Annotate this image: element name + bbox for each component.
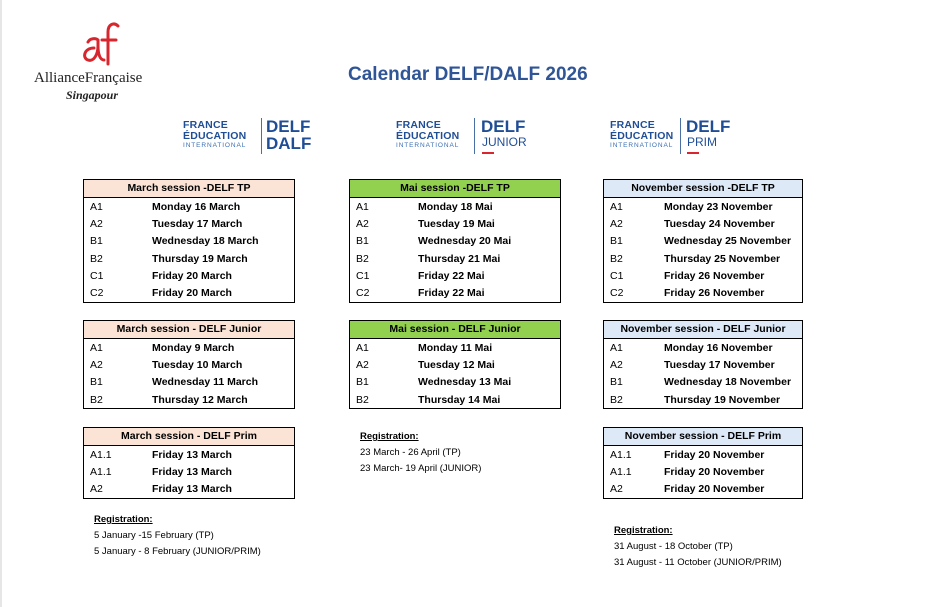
level: B2 — [356, 393, 369, 406]
table-row — [604, 356, 802, 373]
exam-date: Friday 13 March — [152, 465, 232, 478]
level: A2 — [90, 358, 103, 371]
brand-divider — [474, 118, 475, 154]
table-row — [350, 233, 560, 250]
fei-logo — [610, 120, 673, 150]
march-prim-session — [83, 427, 295, 499]
level: B1 — [610, 235, 623, 248]
brand-red-bar — [687, 152, 699, 154]
table-row — [350, 267, 560, 284]
registration-line: 23 March- 19 April (JUNIOR) — [360, 463, 482, 474]
exam-date: Tuesday 10 March — [152, 358, 243, 371]
page-title: Calendar DELF/DALF 2026 — [348, 64, 588, 85]
exam-date: Friday 13 March — [152, 448, 232, 461]
session-title: March session - DELF Junior — [83, 320, 295, 339]
registration-title: Registration: — [360, 431, 419, 442]
session-body — [83, 339, 295, 409]
brand-divider — [680, 118, 681, 154]
registration-line: 5 January -15 February (TP) — [94, 530, 214, 541]
registration-line: 31 August - 18 October (TP) — [614, 541, 733, 552]
level: A1 — [356, 200, 369, 213]
exam-date: Tuesday 17 November — [664, 358, 775, 371]
exam-date: Monday 23 November — [664, 200, 773, 213]
fei-line3: INTERNATIONAL — [396, 142, 460, 149]
exam-date: Monday 18 Mai — [418, 200, 493, 213]
exam-date: Friday 26 November — [664, 269, 765, 282]
brand-prim: PRIM — [687, 135, 717, 149]
mai-junior-session — [349, 320, 561, 409]
table-row — [350, 339, 560, 356]
exam-date: Friday 20 November — [664, 448, 765, 461]
table-row — [350, 215, 560, 232]
exam-date: Thursday 25 November — [664, 252, 781, 265]
exam-date: Thursday 12 March — [152, 393, 248, 406]
table-row — [350, 374, 560, 391]
table-row — [604, 391, 802, 408]
level: A1 — [610, 341, 623, 354]
table-row — [604, 374, 802, 391]
level: A2 — [610, 217, 623, 230]
exam-date: Thursday 19 March — [152, 252, 248, 265]
logo-subtitle: Singapour — [66, 88, 119, 102]
level: B2 — [356, 252, 369, 265]
session-title: November session - DELF Junior — [603, 320, 803, 339]
level: C1 — [610, 269, 624, 282]
registration-line: 31 August - 11 October (JUNIOR/PRIM) — [614, 557, 782, 568]
level: A1.1 — [610, 448, 632, 461]
session-body — [603, 339, 803, 409]
march-junior-session — [83, 320, 295, 409]
table-row — [604, 233, 802, 250]
table-row — [604, 250, 802, 267]
exam-date: Friday 22 Mai — [418, 269, 485, 282]
level: B2 — [610, 252, 623, 265]
table-row — [84, 339, 294, 356]
fei-line1: FRANCE — [610, 119, 655, 131]
session-body — [83, 446, 295, 499]
table-row — [350, 250, 560, 267]
level: B1 — [610, 376, 623, 389]
registration-title: Registration: — [94, 514, 153, 525]
exam-date: Thursday 14 Mai — [418, 393, 501, 406]
exam-date: Wednesday 20 Mai — [418, 235, 512, 248]
level: A1.1 — [610, 465, 632, 478]
session-body — [349, 198, 561, 303]
level: A1 — [356, 341, 369, 354]
level: B1 — [90, 235, 103, 248]
exam-date: Friday 22 Mai — [418, 287, 485, 300]
fei-line1: FRANCE — [396, 119, 441, 131]
session-title: Mai session -DELF TP — [349, 179, 561, 198]
level: B1 — [356, 376, 369, 389]
exam-date: Friday 20 November — [664, 465, 765, 478]
exam-date: Monday 16 March — [152, 200, 241, 213]
exam-date: Friday 13 March — [152, 483, 232, 496]
fei-line2: ÉDUCATION — [183, 129, 247, 142]
table-row — [84, 446, 294, 463]
exam-date: Tuesday 24 November — [664, 217, 775, 230]
table-row — [604, 284, 802, 301]
nov-junior-session — [603, 320, 803, 409]
nov-prim-session — [603, 427, 803, 499]
exam-date: Monday 11 Mai — [418, 341, 493, 354]
level: A1 — [90, 341, 103, 354]
table-row — [84, 481, 294, 498]
exam-date: Tuesday 19 Mai — [418, 217, 495, 230]
exam-date: Tuesday 17 March — [152, 217, 243, 230]
table-row — [84, 284, 294, 301]
level: A1.1 — [90, 448, 112, 461]
exam-date: Thursday 19 November — [664, 393, 781, 406]
fei-logo — [183, 120, 246, 150]
exam-date: Friday 20 November — [664, 483, 765, 496]
level: A1.1 — [90, 465, 112, 478]
level: A2 — [610, 358, 623, 371]
brand-delf: DELF — [481, 117, 526, 136]
registration-title: Registration: — [614, 525, 673, 536]
level: A1 — [610, 200, 623, 213]
level: B2 — [90, 252, 103, 265]
table-row — [84, 374, 294, 391]
level: A2 — [356, 358, 369, 371]
level: A2 — [610, 483, 623, 496]
table-row — [350, 198, 560, 215]
table-row — [604, 446, 802, 463]
table-row — [604, 267, 802, 284]
exam-date: Wednesday 25 November — [664, 235, 792, 248]
session-title: March session - DELF Prim — [83, 427, 295, 446]
level: C2 — [90, 287, 104, 300]
exam-date: Friday 20 March — [152, 269, 232, 282]
page-edge — [0, 0, 2, 607]
af-logo-icon — [74, 18, 124, 68]
table-row — [84, 356, 294, 373]
logo-name: AllianceFrançaise — [34, 70, 143, 86]
exam-date: Monday 16 November — [664, 341, 773, 354]
exam-date: Wednesday 11 March — [152, 376, 259, 389]
session-title: March session -DELF TP — [83, 179, 295, 198]
brand-delf: DELF — [686, 117, 731, 136]
registration-line: 5 January - 8 February (JUNIOR/PRIM) — [94, 546, 261, 557]
table-row — [604, 198, 802, 215]
exam-date: Wednesday 18 March — [152, 235, 259, 248]
exam-date: Wednesday 18 November — [664, 376, 792, 389]
table-row — [84, 250, 294, 267]
level: A2 — [90, 217, 103, 230]
fei-line2: ÉDUCATION — [396, 129, 460, 142]
level: B1 — [356, 235, 369, 248]
exam-date: Friday 20 March — [152, 287, 232, 300]
session-body — [83, 198, 295, 303]
exam-date: Tuesday 12 Mai — [418, 358, 495, 371]
level: A2 — [356, 217, 369, 230]
exam-date: Wednesday 13 Mai — [418, 376, 512, 389]
table-row — [350, 356, 560, 373]
alliance-francaise-logo — [30, 18, 170, 108]
nov-registration — [614, 523, 782, 571]
table-row — [84, 215, 294, 232]
brand-dalf: DALF — [266, 134, 312, 153]
level: C2 — [610, 287, 624, 300]
session-title: Mai session - DELF Junior — [349, 320, 561, 339]
table-row — [604, 481, 802, 498]
table-row — [84, 391, 294, 408]
level: C2 — [356, 287, 370, 300]
level: B2 — [610, 393, 623, 406]
brand-divider — [261, 118, 262, 154]
session-title: November session -DELF TP — [603, 179, 803, 198]
mai-tp-session — [349, 179, 561, 303]
level: A2 — [90, 483, 103, 496]
fei-line3: INTERNATIONAL — [610, 142, 674, 149]
exam-date: Thursday 21 Mai — [418, 252, 501, 265]
table-row — [604, 463, 802, 480]
brand-delf: DELF — [266, 117, 311, 136]
brand-junior: JUNIOR — [482, 135, 527, 149]
table-row — [350, 284, 560, 301]
session-title: November session - DELF Prim — [603, 427, 803, 446]
level: A1 — [90, 200, 103, 213]
table-row — [84, 233, 294, 250]
fei-line3: INTERNATIONAL — [183, 142, 247, 149]
fei-line1: FRANCE — [183, 119, 228, 131]
registration-line: 23 March - 26 April (TP) — [360, 447, 461, 458]
table-row — [604, 215, 802, 232]
level: C1 — [90, 269, 104, 282]
brand-red-bar — [482, 152, 494, 154]
march-registration — [94, 512, 261, 560]
march-tp-session — [83, 179, 295, 303]
level: B2 — [90, 393, 103, 406]
table-row — [84, 463, 294, 480]
table-row — [84, 267, 294, 284]
mai-registration — [360, 429, 481, 477]
level: B1 — [90, 376, 103, 389]
session-body — [349, 339, 561, 409]
fei-line2: ÉDUCATION — [610, 129, 674, 142]
fei-logo — [396, 120, 459, 150]
exam-date: Monday 9 March — [152, 341, 235, 354]
table-row — [84, 198, 294, 215]
level: C1 — [356, 269, 370, 282]
table-row — [604, 339, 802, 356]
session-body — [603, 446, 803, 499]
exam-date: Friday 26 November — [664, 287, 765, 300]
table-row — [350, 391, 560, 408]
session-body — [603, 198, 803, 303]
nov-tp-session — [603, 179, 803, 303]
